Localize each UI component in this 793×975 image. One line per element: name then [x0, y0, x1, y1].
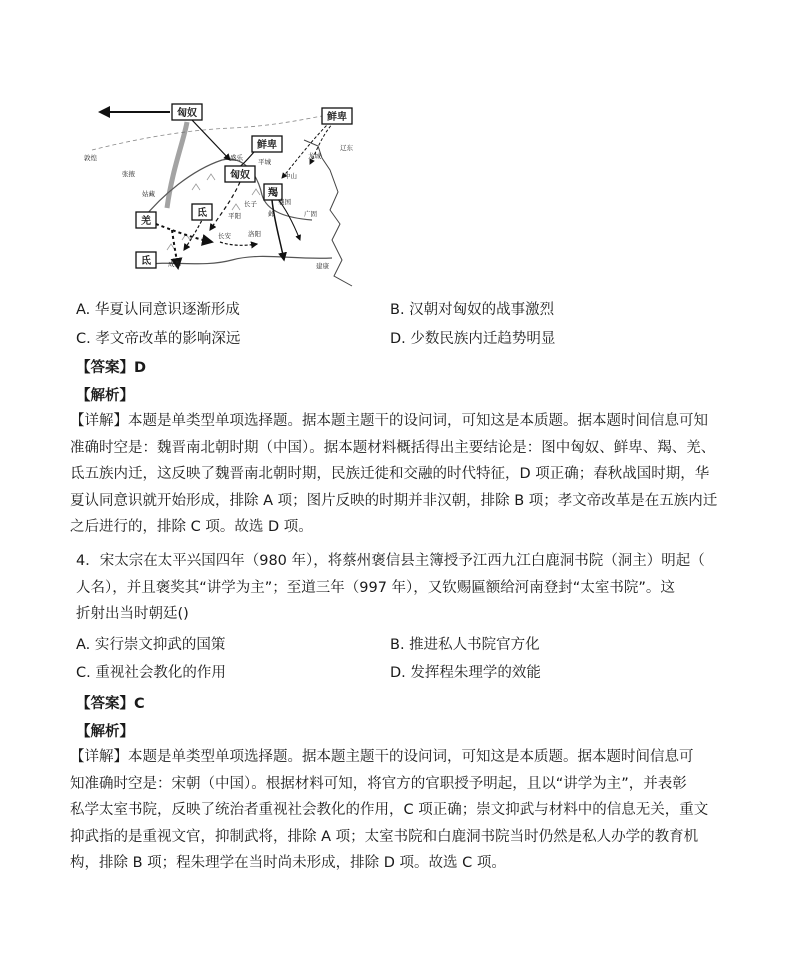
arrow-xiongnu-mid [210, 182, 240, 230]
arrow-xiongnu-south [167, 122, 187, 208]
place-zhongshan: 中山 [284, 172, 297, 180]
q4-stem-line: 人名），并且褒奖其“讲学为主”；至道三年（997 年），又钦赐匾额给河南登封“太室书院”。这 [76, 579, 675, 596]
migration-map [72, 100, 372, 288]
box-xianbei-mid [252, 136, 282, 152]
q3-option-c: C. 孝文帝改革的影响深远 [76, 331, 241, 347]
arrow-xianbei-right [282, 122, 330, 178]
place-chengdu: 成都 [168, 260, 181, 268]
box-xiongnu-top [172, 104, 202, 120]
place-pingcheng: 平城 [258, 158, 271, 166]
place-chang-an: 长安 [218, 232, 231, 240]
arrow-jie [272, 200, 284, 260]
place-zhangye: 张掖 [122, 170, 135, 178]
box-xiongnu-mid [225, 166, 255, 182]
q3-answer: 【答案】D [76, 360, 147, 376]
place-liaodong: 辽东 [340, 144, 353, 152]
place-luoyang: 洛阳 [248, 230, 261, 238]
svg-text:匈奴: 匈奴 [177, 108, 197, 119]
q4-detail-line: 私学太室书院，反映了统治者重视社会教化的作用，C 项正确；崇文抑武与材料中的信息无关，重文 [70, 802, 709, 818]
arrow-qiang [156, 224, 212, 242]
q4-detail-line: 知准确时空是：宋朝（中国）。根据材料可知，将官方的官职授予明起，且以“讲学为主”，并表彰 [70, 775, 687, 792]
q4-detail-line: 【详解】本题是单类型单项选择题。据本题主题干的设问词，可知这是本质题。据本题时间信息可 [70, 749, 694, 765]
q3-detail-line: 【详解】本题是单类型单项选择题。据本题主题干的设问词，可知这是本质题。据本题时间信息可知 [70, 413, 708, 429]
q3-detail-line: 夏认同意识就开始形成，排除 A 项；图片反映的时期并非汉朝，排除 B 项；孝文帝改革是在五族内迁 [70, 492, 718, 509]
svg-text:羯: 羯 [268, 188, 278, 199]
q4-detail [70, 744, 708, 877]
mountain-hatching [167, 174, 260, 250]
q4-option-c: C. 重视社会教化的作用 [76, 665, 226, 681]
q3-analysis-tag: 【解析】 [76, 388, 134, 404]
svg-text:羌: 羌 [141, 216, 151, 227]
place-shengle: 盛乐 [230, 154, 243, 162]
q3-detail-line: 准确时空是：魏晋南北朝时期（中国）。据本题材料概括得出主要结论是：图中匈奴、鲜卑、羯、羌、 [70, 439, 716, 456]
q4-detail-line: 构，排除 B 项；程朱理学在当时尚未形成，排除 D 项。故选 C 项。 [70, 855, 506, 871]
q3-detail-line: 氐五族内迁，这反映了魏晋南北朝时期，民族迁徙和交融的时代特征，D 项正确；春秋战国时期，华 [70, 466, 710, 482]
place-pingyang: 平阳 [228, 212, 241, 220]
place-longcheng: 龙城 [308, 152, 321, 160]
svg-text:匈奴: 匈奴 [230, 170, 250, 181]
q3-detail [70, 408, 717, 541]
box-di-low [136, 252, 156, 268]
place-ye: 邺 [268, 210, 275, 218]
q4-option-d: D. 发挥程朱理学的效能 [390, 665, 541, 681]
arrow-to-luoyang [220, 242, 257, 245]
q3-option-d: D. 少数民族内迁趋势明显 [390, 331, 556, 347]
border-line [92, 112, 342, 150]
svg-text:鲜卑: 鲜卑 [327, 112, 347, 123]
svg-text:氐: 氐 [197, 208, 207, 219]
place-jiankang: 建康 [316, 262, 329, 270]
arrow-xiongnu-se [192, 120, 230, 160]
q4-option-b: B. 推进私人书院官方化 [390, 637, 540, 653]
q4-option-a: A. 实行崇文抑武的国策 [76, 637, 226, 653]
place-changzi: 长子 [244, 200, 257, 208]
svg-text:鲜卑: 鲜卑 [257, 140, 277, 151]
q4-stem [76, 548, 705, 628]
svg-text:氐: 氐 [141, 256, 151, 267]
q3-option-a: A. 华夏认同意识逐渐形成 [76, 302, 240, 318]
q4-stem-line: 4．宋太宗在太平兴国四年（980 年），将蔡州褒信县主簿授予江西九江白鹿洞书院（洞主）明起（ [76, 553, 705, 569]
box-xianbei-right [322, 108, 352, 124]
place-xiangguo: 襄国 [278, 198, 291, 206]
q3-detail-line: 之后进行的，排除 C 项。故选 D 项。 [70, 519, 313, 535]
box-qiang [136, 212, 156, 228]
place-guzang: 姑藏 [142, 190, 155, 198]
q4-analysis-tag: 【解析】 [76, 724, 134, 740]
box-di-mid [192, 204, 212, 220]
q4-stem-line: 折射出当时朝廷() [76, 606, 189, 622]
q4-answer: 【答案】C [76, 696, 145, 712]
place-dunhuang: 敦煌 [84, 154, 97, 162]
q3-option-b: B. 汉朝对匈奴的战事激烈 [390, 302, 555, 318]
place-guanghu: 广固 [304, 210, 317, 218]
q4-detail-line: 抑武指的是重视文官，抑制武将，排除 A 项；太室书院和白鹿洞书院当时仍然是私人办学的教育机 [70, 828, 699, 845]
